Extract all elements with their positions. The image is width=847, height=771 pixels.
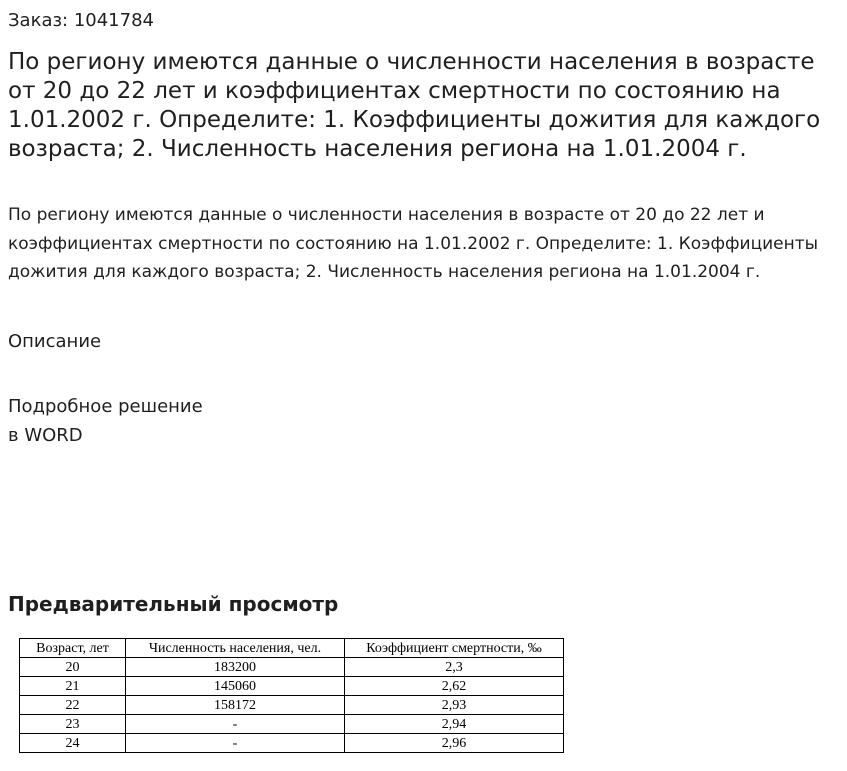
table-cell: 2,62 [345, 677, 564, 696]
table-row [20, 658, 564, 677]
table-row [20, 677, 564, 696]
solution-line-2: в WORD [8, 425, 83, 446]
table-cell: 2,94 [345, 715, 564, 734]
table-header-row [20, 639, 564, 658]
preview-table [19, 638, 564, 753]
table-row [20, 734, 564, 753]
table-row [20, 715, 564, 734]
table-cell: 183200 [126, 658, 345, 677]
table-cell: 2,93 [345, 696, 564, 715]
table-header-cell: Возраст, лет [20, 639, 126, 658]
table-cell: 24 [20, 734, 126, 753]
table-cell: - [126, 734, 345, 753]
description-label: Описание [8, 331, 102, 352]
table-header-cell: Численность населения, чел. [126, 639, 345, 658]
preview-heading: Предварительный просмотр [8, 592, 339, 616]
table-cell: 145060 [126, 677, 345, 696]
solution-info [8, 392, 203, 450]
task-title: По региону имеются данные о численности населения в возрасте от 20 до 22 лет и коэффициентах смертности по состоянию на 1.01.2002 г. Определите: 1. Коэффициенты дожития для каждого возраста; 2. Численность населения региона на 1.01.2004 г. [8, 49, 821, 162]
table-cell: 2,96 [345, 734, 564, 753]
table-cell: - [126, 715, 345, 734]
table-cell: 22 [20, 696, 126, 715]
table-row [20, 696, 564, 715]
table-header-cell: Коэффициент смертности, ‰ [345, 639, 564, 658]
table-cell: 20 [20, 658, 126, 677]
task-description-text: По региону имеются данные о численности населения в возрасте от 20 до 22 лет и коэффициентах смертности по состоянию на 1.01.2002 г. Определите: 1. Коэффициенты дожития для каждого возраста; 2. Численность населения региона на 1.01.2004 г. [8, 205, 819, 282]
table-cell: 158172 [126, 696, 345, 715]
order-number: Заказ: 1041784 [8, 10, 154, 31]
table-cell: 21 [20, 677, 126, 696]
table-cell: 23 [20, 715, 126, 734]
solution-line-1: Подробное решение [8, 396, 203, 417]
table-cell: 2,3 [345, 658, 564, 677]
